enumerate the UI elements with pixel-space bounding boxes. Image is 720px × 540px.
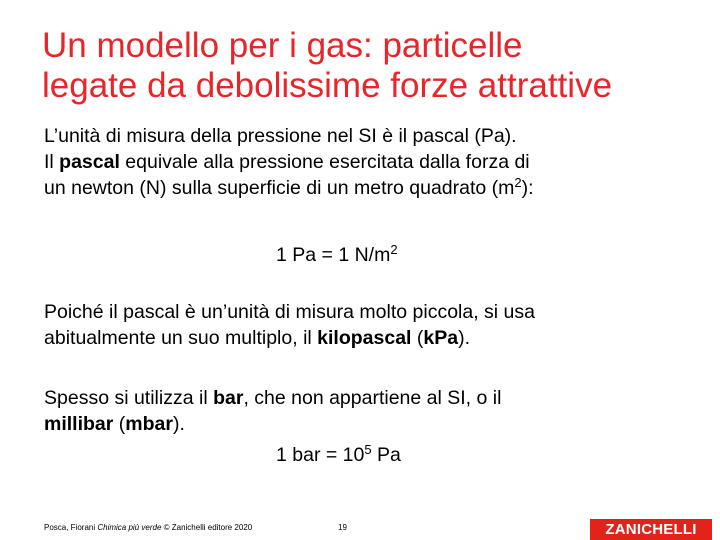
- superscript: 2: [514, 175, 522, 190]
- bold-term-millibar: millibar: [44, 413, 114, 435]
- superscript: 2: [390, 242, 398, 257]
- title-line-2: legate da debolissime forze attrattive: [42, 66, 613, 105]
- bold-term-mbar: mbar: [125, 413, 173, 435]
- paragraph3-line-2: [44, 411, 501, 437]
- paragraph1-line-1: L’unità di misura della pressione nel SI è il pascal (Pa).: [44, 125, 517, 147]
- paragraph3-line-1: [44, 385, 501, 411]
- text-span: (: [411, 327, 424, 349]
- text-span: , che non appartiene al SI, o il: [243, 387, 502, 409]
- text-span: ).: [172, 413, 185, 435]
- footer-authors: Posca, Fiorani: [44, 523, 98, 532]
- equation-pascal: [276, 244, 398, 267]
- text-span: ).: [458, 327, 471, 349]
- equation-text: Pa: [371, 444, 401, 466]
- zanichelli-logo: ZANICHELLI: [590, 519, 712, 540]
- bold-term-kpa: kPa: [423, 327, 459, 349]
- paragraph-bar: [44, 385, 501, 437]
- equation-text: 1 Pa = 1 N/m: [276, 244, 391, 266]
- text-span: (: [113, 413, 126, 435]
- slide-title: [42, 26, 702, 106]
- title-line-1: Un modello per i gas: particelle: [42, 26, 523, 65]
- text-span: equivale alla pressione esercitata dalla forza di: [119, 151, 530, 173]
- equation-bar: [276, 444, 401, 467]
- footer-credits: [44, 523, 252, 532]
- paragraph1-line-2: [44, 149, 534, 175]
- paragraph2-line-1: Poiché il pascal è un’unità di misura molto piccola, si usa: [44, 301, 535, 323]
- text-span: abitualmente un suo multiplo, il: [44, 327, 318, 349]
- superscript: 5: [364, 442, 372, 457]
- paragraph-kilopascal: [44, 299, 535, 351]
- bold-term-kilopascal: kilopascal: [317, 327, 412, 349]
- equation-text: 1 bar = 10: [276, 444, 365, 466]
- paragraph-pascal-definition: [44, 123, 534, 201]
- text-span: Il: [44, 151, 60, 173]
- bold-term-bar: bar: [213, 387, 244, 409]
- footer-book-title: Chimica più verde: [97, 523, 162, 532]
- footer-publisher: © Zanichelli editore 2020: [161, 523, 253, 532]
- page-number: 19: [338, 523, 347, 532]
- paragraph2-line-2: [44, 325, 535, 351]
- text-span: ):: [521, 177, 534, 199]
- text-span: un newton (N) sulla superficie di un metro quadrato (m: [44, 177, 515, 199]
- bold-term-pascal: pascal: [59, 151, 120, 173]
- paragraph1-line-3: [44, 175, 534, 201]
- text-span: Spesso si utilizza il: [44, 387, 214, 409]
